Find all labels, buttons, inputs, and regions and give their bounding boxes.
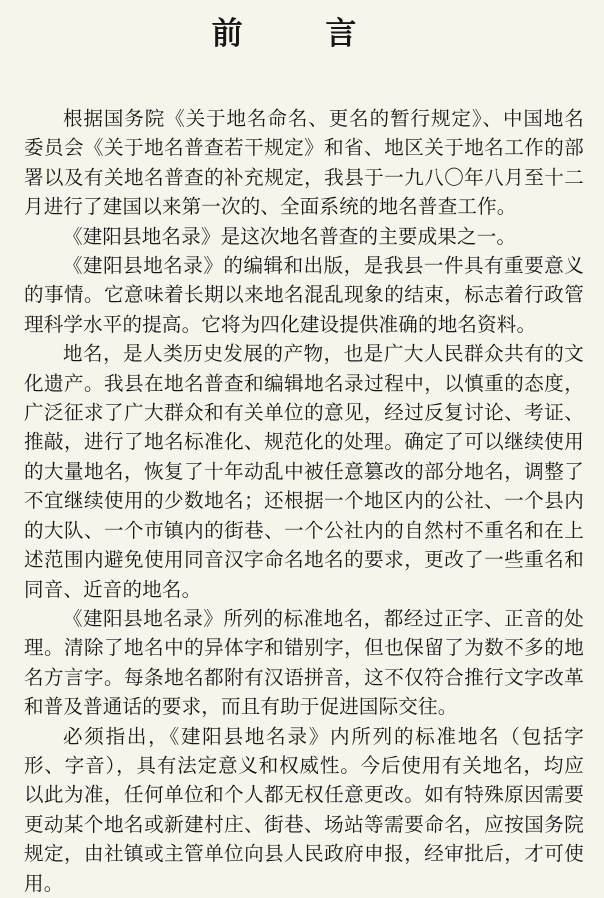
page-title: 前 言 [211, 16, 393, 52]
paragraph-5: 《建阳县地名录》所列的标准地名，都经过正字、正音的处理。清除了地名中的异体字和错别字，但也保留了为数不多的地名方言字。每条地名都附有汉语拼音，这不仅符合推行文字改革和普及普通话的要求，而且有助于促进国际交往。 [24, 606, 584, 719]
paragraph-6: 必须指出，《建阳县地名录》内所列的标准地名（包括字形、字音），具有法定意义和权威性。今后使用有关地名，均应以此为准，任何单位和个人都无权任意更改。如有特殊原因需要更动某个地名或新建村庄、街巷、场站等需要命名，应按国务院规定，由社镇或主管单位向县人民政府申报，经审批后，才可使用。 [24, 724, 584, 895]
paragraph-3: 《建阳县地名录》的编辑和出版，是我县一件具有重要意义的事情。它意味着长期以来地名混乱现象的结束，标志着行政管理科学水平的提高。它将为四化建设提供准确的地名资料。 [24, 254, 584, 336]
document-body [24, 104, 584, 898]
paragraph-2: 《建阳县地名录》是这次地名普查的主要成果之一。 [63, 224, 517, 248]
paragraph-4: 地名，是人类历史发展的产物，也是广大人民群众共有的文化遗产。我县在地名普查和编辑地名录过程中，以慎重的态度，广泛征求了广大群众和有关单位的意见，经过反复讨论、考证、推敲，进行了地名标准化、规范化的处理。确定了可以继续使用的大量地名，恢复了十年动乱中被任意篡改的部分地名，调整了不宜继续使用的少数地名；还根据一个地区内的公社、一个县内的大队、一个市镇内的街巷、一个公社内的自然村不重名和在上述范围内避免使用同音汉字命名地名的要求，更改了一些重名和同音、近音的地名。 [24, 342, 584, 601]
paragraph-1: 根据国务院《关于地名命名、更名的暂行规定》、中国地名委员会《关于地名普查若干规定》和省、地区关于地名工作的部署以及有关地名普查的补充规定，我县于一九八〇年八月至十二月进行了建国以来第一次的、全面系统的地名普查工作。 [24, 107, 584, 219]
